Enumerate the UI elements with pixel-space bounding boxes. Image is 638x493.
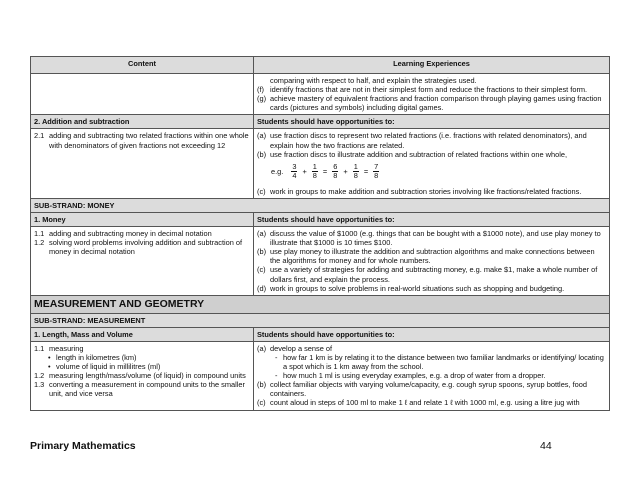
operator: + (343, 167, 348, 177)
content-cell (31, 129, 254, 198)
item-label: (a) (257, 131, 267, 141)
item-label: (c) (257, 186, 266, 196)
operator: = (363, 167, 369, 177)
list-item (257, 247, 606, 265)
section-intro: Students should have opportunities to: (254, 115, 610, 129)
substrand-title: SUB-STRAND: MEASUREMENT (31, 313, 610, 327)
item-text: count aloud in steps of 100 ml to make 1 ℓ and relate 1 ℓ with 1000 ml, e.g. using a litre jug with (270, 398, 580, 408)
fraction (353, 163, 359, 180)
section-bar (31, 212, 610, 226)
content-cell (31, 341, 254, 410)
bullet-item (34, 353, 250, 362)
item-label: 1.2 (34, 371, 45, 381)
denominator: 8 (312, 171, 317, 181)
fraction (373, 163, 379, 180)
item-label: 1.3 (34, 380, 45, 390)
section-bar (31, 115, 610, 129)
strand-heading: MEASUREMENT AND GEOMETRY (31, 295, 610, 313)
sub-text: how much 1 ml is using everyday examples, e.g. a drop of water from a dropper. (283, 371, 546, 381)
operator: + (302, 167, 307, 177)
content-item (34, 229, 250, 238)
table-row (31, 227, 610, 296)
content-item (34, 131, 250, 149)
item-text: measuring length/mass/volume (of liquid) in compound units (49, 371, 246, 381)
list-item (257, 94, 606, 112)
item-text: adding and subtracting two related fractions within one whole with denominators of given fractions not exceeding 12 (49, 131, 249, 150)
bullet-icon: • (48, 362, 51, 372)
bullet-text: volume of liquid in millilitres (ml) (56, 362, 161, 372)
example-label: e.g. (271, 167, 284, 177)
item-label: (b) (257, 149, 267, 159)
list-item (257, 150, 606, 159)
numerator: 7 (374, 162, 379, 172)
learning-cell (254, 74, 610, 115)
learning-cell (254, 227, 610, 296)
item-label: (b) (257, 380, 267, 390)
content-cell (31, 74, 254, 115)
item-label: (a) (257, 343, 267, 353)
learning-cell (254, 341, 610, 410)
bullet-icon: • (48, 352, 51, 362)
item-label: (d) (257, 283, 267, 293)
section-intro: Students should have opportunities to: (254, 327, 610, 341)
item-text: comparing with respect to half, and explain the strategies used. (270, 76, 477, 85)
list-item (257, 380, 606, 398)
item-label: 2.1 (34, 131, 45, 141)
substrand-title: SUB-STRAND: MONEY (31, 198, 610, 212)
item-text: work in groups to solve problems in real-world situations such as shopping and budgeting. (270, 283, 565, 293)
denominator: 8 (374, 171, 379, 181)
item-text: identify fractions that are not in their simplest form and reduce the fractions to their simplest form. (270, 85, 588, 95)
list-item (257, 344, 606, 353)
list-item (257, 187, 606, 196)
numerator: 3 (292, 162, 297, 172)
denominator: 8 (333, 171, 338, 181)
fraction (291, 163, 297, 180)
content-column-header: Content (31, 57, 254, 74)
section-bar (31, 327, 610, 341)
list-item (257, 229, 606, 247)
item-text: work in groups to make addition and subtraction stories involving like fractions/related fractions. (270, 186, 582, 196)
section-title: 2. Addition and subtraction (31, 115, 254, 129)
item-text: measuring (49, 343, 84, 353)
item-text: solving word problems involving addition and subtraction of money in decimal notation (49, 238, 243, 257)
list-item (257, 85, 606, 94)
substrand-bar (31, 198, 610, 212)
list-item (257, 398, 606, 407)
item-label: (g) (257, 94, 267, 104)
table-row (31, 341, 610, 410)
list-item (257, 265, 606, 283)
list-item (257, 284, 606, 293)
item-label: (c) (257, 265, 266, 275)
dash-marker: - (275, 371, 278, 381)
item-text: use play money to illustrate the addition and subtraction algorithms and make connections between the algorithms for money and for whole numbers. (270, 247, 595, 266)
bullet-text: length in kilometres (km) (56, 352, 137, 362)
table-row (31, 74, 610, 115)
item-text: develop a sense of (270, 343, 333, 353)
strand-heading-row (31, 295, 610, 313)
list-item (257, 76, 606, 85)
section-title: 1. Money (31, 212, 254, 226)
item-text: collect familiar objects with varying volume/capacity, e.g. cough syrup spoons, syrup bottles, food containers. (270, 380, 587, 399)
denominator: 8 (353, 171, 358, 181)
content-cell (31, 227, 254, 296)
dash-marker: - (275, 352, 278, 362)
curriculum-table (30, 56, 610, 411)
learning-column-header: Learning Experiences (254, 57, 610, 74)
operator: = (322, 167, 328, 177)
content-item (34, 238, 250, 256)
item-label: 1.2 (34, 238, 45, 248)
numerator: 1 (353, 162, 358, 172)
fraction (312, 163, 318, 180)
substrand-bar (31, 313, 610, 327)
section-intro: Students should have opportunities to: (254, 212, 610, 226)
item-text: use a variety of strategies for adding and subtracting money, e.g. make $1, make a whole number of dollars first, and explain the process. (270, 265, 598, 284)
item-text: use fraction discs to illustrate addition and subtraction of related fractions within one whole, (270, 149, 568, 159)
item-text: achieve mastery of equivalent fractions and fraction comparison through playing games using fraction cards (pictures and symbols) including digital games. (270, 94, 602, 113)
content-item (34, 371, 250, 380)
table-row (31, 129, 610, 198)
numerator: 6 (333, 162, 338, 172)
item-label: (f) (257, 85, 264, 95)
item-label: (c) (257, 398, 266, 408)
section-title: 1. Length, Mass and Volume (31, 327, 254, 341)
item-text: converting a measurement in compound units to the smaller unit, and vice versa (49, 380, 245, 399)
fraction-example (257, 160, 606, 184)
sub-item (257, 371, 606, 380)
item-label: 1.1 (34, 343, 45, 353)
item-label: 1.1 (34, 229, 45, 239)
bullet-item (34, 362, 250, 371)
sub-text: how far 1 km is by relating it to the distance between two familiar landmarks or identifying/ locating a spot which is 1 km away from the school. (283, 352, 604, 372)
numerator: 1 (312, 162, 317, 172)
item-text: discuss the value of $1000 (e.g. things that can be bought with a $1000 note), and use play money to illustrate that $1000 is 10 times $100. (270, 229, 601, 248)
content-item (34, 344, 250, 353)
list-item (257, 131, 606, 149)
table-header-row (31, 57, 610, 74)
denominator: 4 (292, 171, 297, 181)
item-label: (b) (257, 247, 267, 257)
item-label: (a) (257, 229, 267, 239)
item-text: use fraction discs to represent two related fractions (i.e. fractions with related denominators), and explain how the two fractions are related. (270, 131, 587, 150)
footer-title: Primary Mathematics (30, 440, 136, 452)
fraction (332, 163, 338, 180)
learning-cell (254, 129, 610, 198)
content-item (34, 380, 250, 398)
item-text: adding and subtracting money in decimal notation (49, 229, 212, 239)
page-number: 44 (540, 440, 552, 452)
sub-item (257, 353, 606, 371)
